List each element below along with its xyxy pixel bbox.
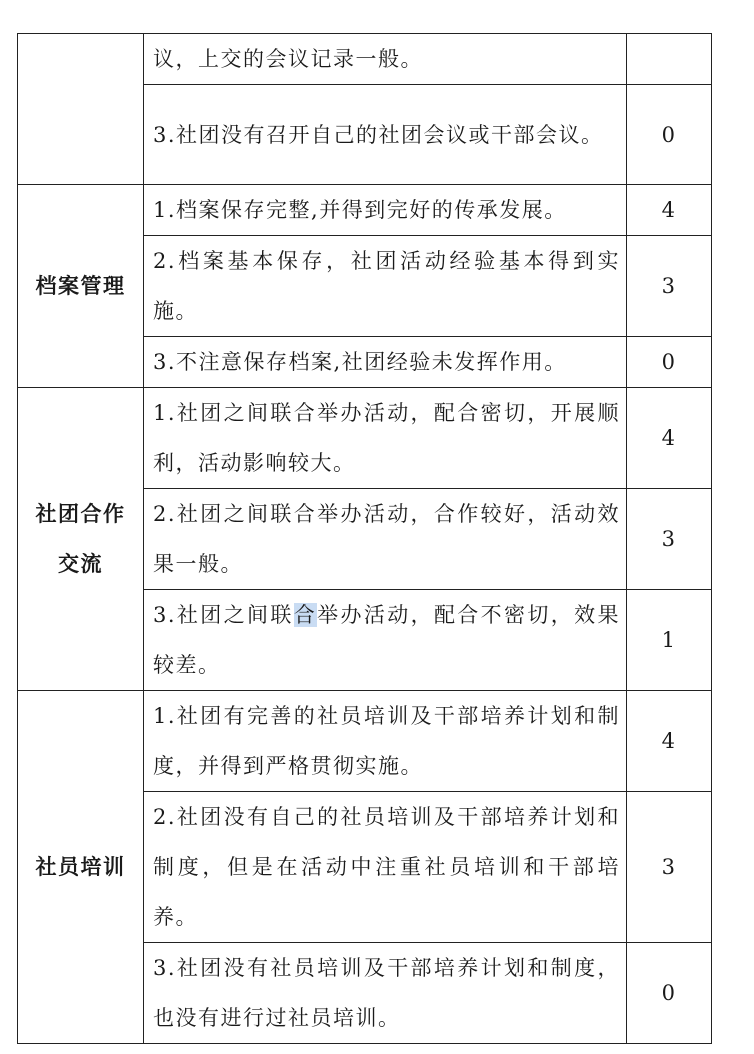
criterion-cell[interactable]: 1.档案保存完整,并得到完好的传承发展。 [144, 185, 627, 236]
score-cell[interactable]: 0 [627, 85, 712, 185]
category-label: 社团合作交流 [35, 502, 126, 576]
criterion-cell[interactable]: 2.社团没有自己的社员培训及干部培养计划和制度，但是在活动中注重社员培训和干部培养。 [144, 792, 627, 943]
criterion-cell[interactable]: 1.社团之间联合举办活动，配合密切，开展顺利，活动影响较大。 [144, 388, 627, 489]
criterion-cell[interactable]: 2.档案基本保存，社团活动经验基本得到实施。 [144, 236, 627, 337]
table-row [18, 691, 712, 792]
score-cell[interactable]: 3 [627, 489, 712, 590]
score-cell[interactable]: 0 [627, 943, 712, 1044]
table-row [18, 388, 712, 489]
score-cell[interactable] [627, 34, 712, 85]
criterion-cell[interactable]: 1.社团有完善的社员培训及干部培养计划和制度，并得到严格贯彻实施。 [144, 691, 627, 792]
criterion-text-before: 3.社团之间联 [153, 603, 294, 627]
table-row [18, 185, 712, 236]
score-cell[interactable]: 3 [627, 792, 712, 943]
evaluation-table [17, 33, 712, 1044]
criterion-cell[interactable]: 2.社团之间联合举办活动，合作较好，活动效果一般。 [144, 489, 627, 590]
criterion-cell[interactable]: 议，上交的会议记录一般。 [144, 34, 627, 85]
score-cell[interactable]: 1 [627, 590, 712, 691]
category-cell [18, 388, 144, 691]
score-cell[interactable]: 4 [627, 691, 712, 792]
selection-highlight[interactable]: 合 [293, 603, 318, 627]
category-cell [18, 34, 144, 185]
score-cell[interactable]: 4 [627, 185, 712, 236]
category-cell: 档案管理 [18, 185, 144, 388]
table-row [18, 34, 712, 85]
criterion-text-after: 举办活动，配合不密切，效果较差。 [153, 603, 620, 677]
criterion-cell[interactable]: 3.社团没有召开自己的社团会议或干部会议。 [144, 85, 627, 185]
criterion-cell[interactable]: 3.不注意保存档案,社团经验未发挥作用。 [144, 337, 627, 388]
score-cell[interactable]: 0 [627, 337, 712, 388]
category-cell: 社员培训 [18, 691, 144, 1044]
score-cell[interactable]: 4 [627, 388, 712, 489]
criterion-cell[interactable]: 3.社团没有社员培训及干部培养计划和制度，也没有进行过社员培训。 [144, 943, 627, 1044]
criterion-cell[interactable] [144, 590, 627, 691]
score-cell[interactable]: 3 [627, 236, 712, 337]
